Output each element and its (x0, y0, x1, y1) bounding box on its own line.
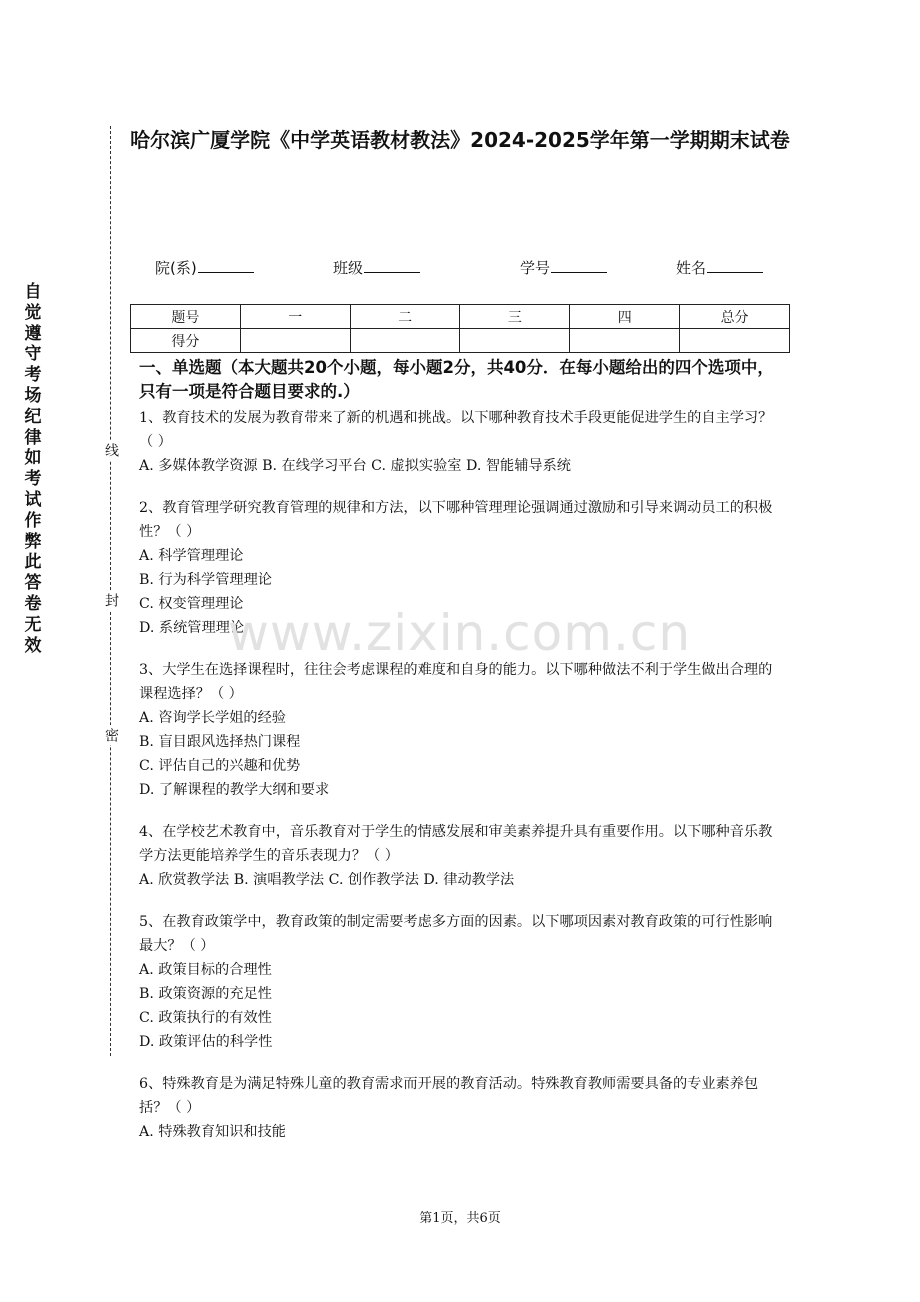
option-b: B. 政策资源的充足性 (139, 986, 272, 1002)
class-field[interactable] (333, 257, 420, 278)
question-options: A. 欣赏教学法 B. 演唱教学法 C. 创作教学法 D. 律动教学法 (139, 872, 515, 888)
student-id-field[interactable] (520, 257, 607, 278)
option-c: C. 权变管理理论 (139, 596, 244, 612)
page-footer: 第1页，共6页 (419, 1211, 501, 1226)
margin-mark-secret: 密 (101, 725, 121, 745)
option-a: A. 政策目标的合理性 (139, 962, 272, 978)
option-b: B. 行为科学管理理论 (139, 572, 272, 588)
question-stem: 5、在教育政策学中，教育政策的制定需要考虑多方面的因素。以下哪项因素对教育政策的可行性影响最大？（ ） (139, 914, 773, 954)
score-row-label: 得分 (131, 329, 241, 353)
option-a: A. 科学管理理论 (139, 548, 244, 564)
exam-title: 哈尔滨广厦学院《中学英语教材教法》2024-2025学年第一学期期末试卷 (130, 128, 790, 152)
score-cell[interactable] (240, 329, 350, 353)
watermark: www.zixin.com.cn (228, 604, 692, 662)
option-a: A. 特殊教育知识和技能 (139, 1124, 286, 1140)
student-id-blank[interactable] (551, 258, 607, 273)
score-header-cell: 四 (570, 305, 680, 329)
option-c: C. 评估自己的兴趣和优势 (139, 758, 301, 774)
question-5 (139, 910, 784, 1054)
section-title: 一、单选题（本大题共20个小题，每小题2分，共40分．在每小题给出的四个选项中，只有一项是符合题目要求的.） (139, 358, 774, 401)
question-stem: 1、教育技术的发展为教育带来了新的机遇和挑战。以下哪种教育技术手段更能促进学生的自主学习？（ ） (139, 410, 773, 450)
question-1 (139, 406, 784, 478)
question-options: A. 多媒体教学资源 B. 在线学习平台 C. 虚拟实验室 D. 智能辅导系统 (139, 458, 571, 474)
department-label: 院(系) (155, 259, 197, 277)
question-stem: 3、大学生在选择课程时，往往会考虑课程的难度和自身的能力。以下哪种做法不利于学生做出合理的课程选择？（ ） (139, 662, 773, 702)
score-table-header-row (131, 305, 790, 329)
option-b: B. 盲目跟风选择热门课程 (139, 734, 301, 750)
question-stem: 6、特殊教育是为满足特殊儿童的教育需求而开展的教育活动。特殊教育教师需要具备的专业素养包括？（ ） (139, 1076, 759, 1116)
option-c: C. 政策执行的有效性 (139, 1010, 272, 1026)
score-table (130, 304, 790, 353)
question-3 (139, 658, 784, 802)
score-cell[interactable] (350, 329, 460, 353)
question-2 (139, 496, 784, 640)
student-id-label: 学号 (520, 259, 551, 277)
exam-rules-note: 自觉遵守考场纪律如考试作弊此答卷无效 (24, 282, 42, 656)
class-label: 班级 (333, 259, 364, 277)
option-a: A. 咨询学长学姐的经验 (139, 710, 286, 726)
margin-mark-line: 线 (101, 440, 121, 460)
option-d: D. 政策评估的科学性 (139, 1034, 273, 1050)
score-header-cell: 一 (240, 305, 350, 329)
score-header-cell: 三 (460, 305, 570, 329)
score-header-cell: 题号 (131, 305, 241, 329)
department-field[interactable] (155, 257, 254, 278)
question-6 (139, 1072, 784, 1144)
question-stem: 4、在学校艺术教育中，音乐教育对于学生的情感发展和审美素养提升具有重要作用。以下哪种音乐教学方法更能培养学生的音乐表现力？（ ） (139, 824, 773, 864)
department-blank[interactable] (198, 258, 254, 273)
margin-mark-seal: 封 (101, 590, 121, 610)
score-header-cell: 总分 (680, 305, 790, 329)
score-cell[interactable] (680, 329, 790, 353)
option-d: D. 了解课程的教学大纲和要求 (139, 782, 330, 798)
name-blank[interactable] (707, 258, 763, 273)
score-header-cell: 二 (350, 305, 460, 329)
name-field[interactable] (676, 257, 763, 278)
score-cell[interactable] (570, 329, 680, 353)
student-info-row (0, 257, 920, 281)
question-4 (139, 820, 784, 892)
score-table-score-row (131, 329, 790, 353)
questions-area (139, 356, 784, 1162)
score-cell[interactable] (460, 329, 570, 353)
name-label: 姓名 (676, 259, 707, 277)
question-stem: 2、教育管理学研究教育管理的规律和方法，以下哪种管理理论强调通过激励和引导来调动员工的积极性？（ ） (139, 500, 773, 540)
class-blank[interactable] (364, 258, 420, 273)
option-d: D. 系统管理理论 (139, 620, 245, 636)
